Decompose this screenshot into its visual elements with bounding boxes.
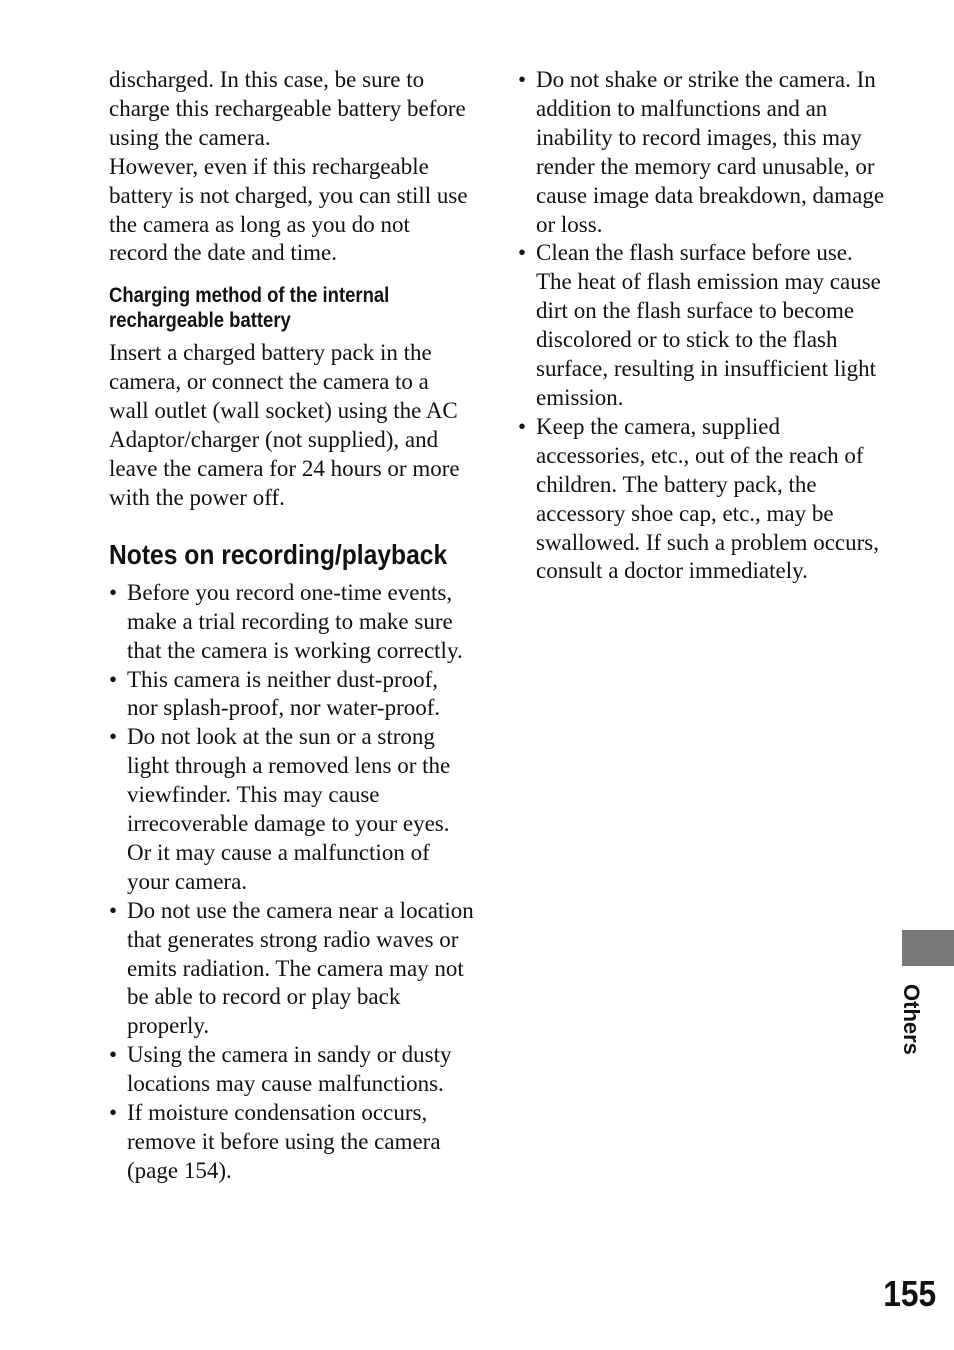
list-item: • This camera is neither dust-proof, nor splash-proof, nor water-proof.	[109, 666, 474, 724]
right-column	[518, 66, 886, 586]
intro-paragraph-2: However, even if this rechargeable battery is not charged, you can still use the camera as long as you do not record the date and time.	[109, 153, 468, 266]
section-tab-label: Others	[899, 984, 924, 1055]
charging-method-text: Insert a charged battery pack in the camera, or connect the camera to a wall outlet (wall socket) using the AC Adaptor/charger (not supplied), and leave the camera for 24 hours or more with the power off.	[109, 340, 460, 510]
page-number: 155	[883, 1273, 936, 1314]
left-column	[109, 66, 474, 1186]
list-item: • Before you record one-time events, make a trial recording to make sure that the camera is working correctly.	[109, 579, 474, 666]
intro-paragraph-1: discharged. In this case, be sure to charge this rechargeable battery before using the camera.	[109, 67, 466, 150]
list-item: • Clean the flash surface before use. The heat of flash emission may cause dirt on the flash surface to become discolored or to stick to the flash surface, resulting in insufficient light emission.	[518, 239, 886, 412]
list-item: • Do not shake or strike the camera. In addition to malfunctions and an inability to record images, this may render the memory card unusable, or cause image data breakdown, damage or loss.	[518, 66, 886, 239]
list-item: • If moisture condensation occurs, remove it before using the camera (page 154).	[109, 1099, 474, 1186]
section-heading: Notes on recording/playback	[109, 538, 448, 570]
list-item: • Using the camera in sandy or dusty locations may cause malfunctions.	[109, 1041, 474, 1099]
recording-notes-list	[109, 579, 474, 1186]
list-item: • Do not use the camera near a location that generates strong radio waves or emits radiation. The camera may not be able to record or play back properly.	[109, 897, 474, 1042]
section-tab-marker	[902, 930, 954, 966]
list-item: • Do not look at the sun or a strong light through a removed lens or the viewfinder. This may cause irrecoverable damage to your eyes. Or it may cause a malfunction of your camera.	[109, 723, 474, 896]
charging-method-subheading: Charging method of the internal rechargeable battery	[109, 284, 390, 333]
list-item: • Keep the camera, supplied accessories, etc., out of the reach of children. The battery pack, the accessory shoe cap, etc., may be swallowed. If such a problem occurs, consult a doctor immediately.	[518, 413, 886, 586]
recording-notes-list-continued	[518, 66, 886, 586]
